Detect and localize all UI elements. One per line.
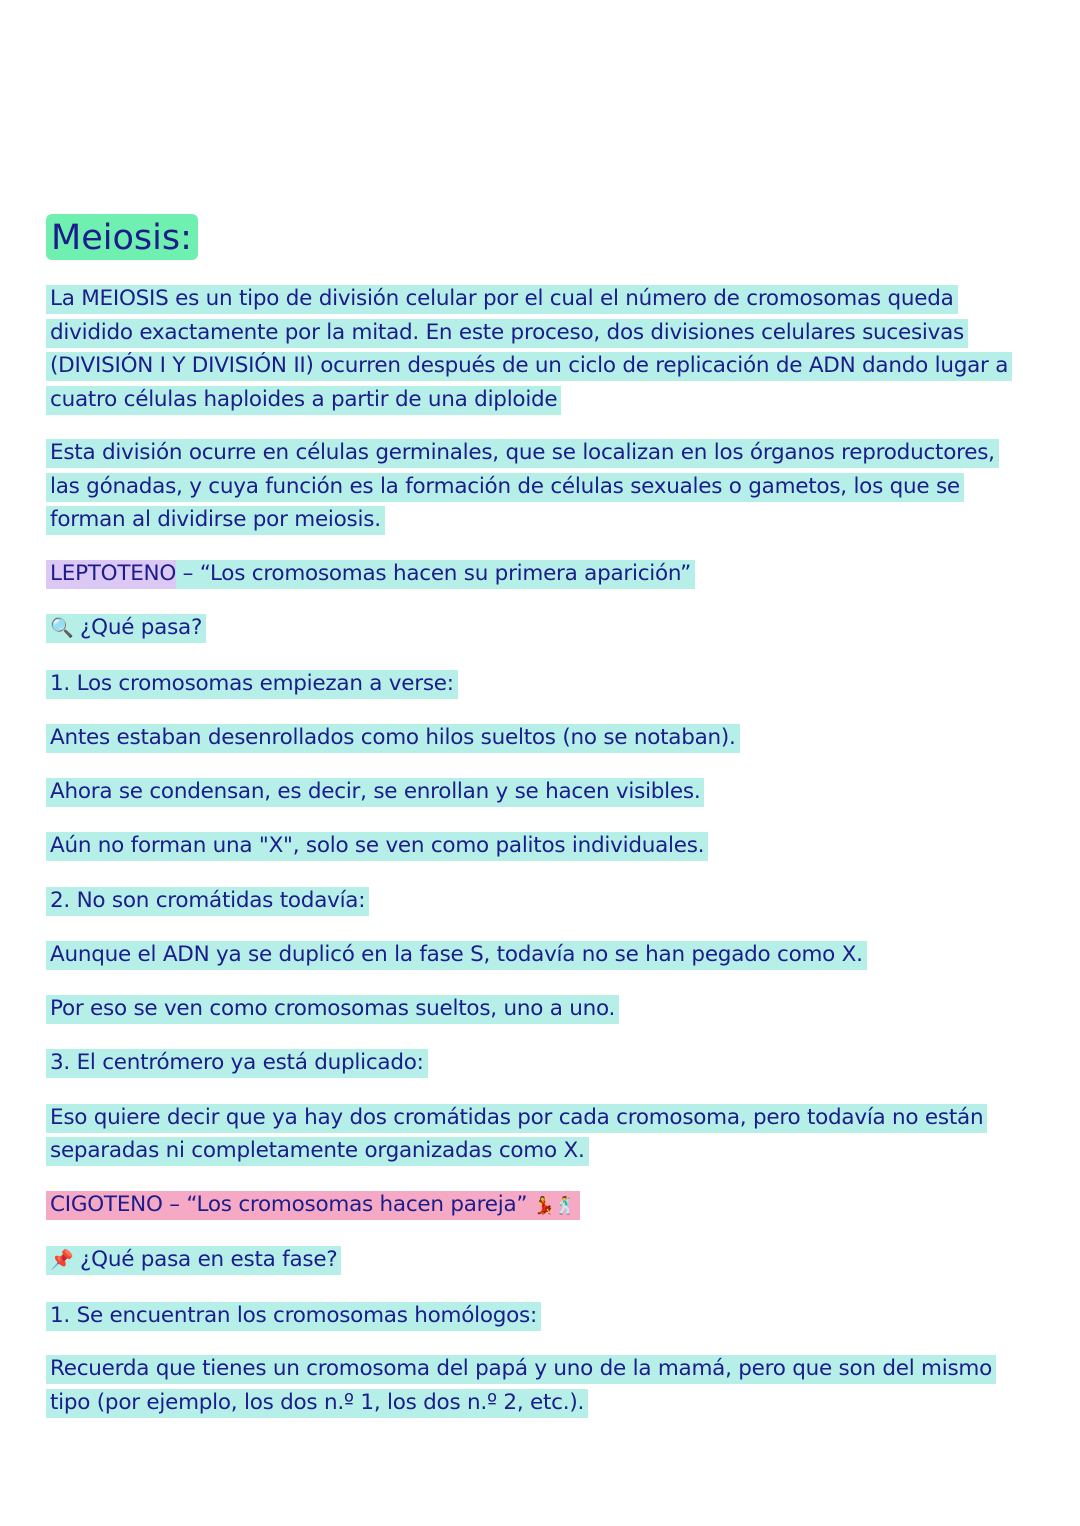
cigoteno-point-1a-text: Recuerda que tienes un cromosoma del papá y uno de la mamá, pero que son del mismo tipo (por ejemplo, los dos n.º 1, los dos n.º 2, etc.). [46, 1355, 996, 1418]
leptoteno-point-3a-text: Eso quiere decir que ya hay dos cromátidas por cada cromosoma, pero todavía no están separadas ni completamente organizadas como X. [46, 1104, 987, 1167]
cigoteno-question-text: ¿Qué pasa en esta fase? [80, 1247, 338, 1272]
cigoteno-point-1a [46, 1352, 1026, 1419]
leptoteno-heading [46, 557, 1026, 591]
leptoteno-point-3-text: 3. El centrómero ya está duplicado: [46, 1049, 428, 1078]
cigoteno-question [46, 1243, 1026, 1278]
leptoteno-point-2a-text: Aunque el ADN ya se duplicó en la fase S, todavía no se han pegado como X. [46, 941, 867, 970]
leptoteno-point-3a [46, 1101, 1026, 1168]
cigoteno-heading-highlight [46, 1191, 580, 1220]
leptoteno-point-1c [46, 829, 1026, 863]
cigoteno-heading-text: CIGOTENO – “Los cromosomas hacen pareja” [50, 1191, 528, 1217]
leptoteno-point-1a [46, 721, 1026, 755]
intro-paragraph-1 [46, 282, 1026, 416]
leptoteno-point-1 [46, 667, 1026, 701]
cigoteno-heading [46, 1188, 1026, 1224]
dancing-man-icon: 🕺 [554, 1195, 576, 1216]
leptoteno-point-1c-text: Aún no forman una "X", solo se ven como palitos individuales. [46, 832, 708, 861]
leptoteno-label: LEPTOTENO [46, 560, 176, 589]
cigoteno-point-1-text: 1. Se encuentran los cromosomas homólogos: [46, 1302, 541, 1331]
leptoteno-point-3 [46, 1046, 1026, 1080]
leptoteno-point-2-text: 2. No son cromátidas todavía: [46, 887, 369, 916]
leptoteno-question [46, 611, 1026, 646]
title-block [46, 214, 1026, 260]
document-page [46, 214, 1026, 1419]
cigoteno-point-1 [46, 1299, 1026, 1333]
intro-paragraph-2 [46, 436, 1026, 537]
intro-paragraph-1-text: La MEIOSIS es un tipo de división celular por el cual el número de cromosomas queda dividido exactamente por la mitad. En este proceso, dos divisiones celulares sucesivas (DIVISIÓN I Y DIVISIÓN II) ocurren después de un ciclo de replicación de ADN dando lugar a cuatro células haploides a partir de una diploide [46, 285, 1012, 415]
leptoteno-point-2 [46, 884, 1026, 918]
leptoteno-point-2b-text: Por eso se ven como cromosomas sueltos, uno a uno. [46, 995, 619, 1024]
leptoteno-question-text: ¿Qué pasa? [80, 615, 203, 640]
leptoteno-point-2b [46, 992, 1026, 1026]
leptoteno-subtitle: – “Los cromosomas hacen su primera aparición” [176, 560, 695, 589]
leptoteno-point-1a-text: Antes estaban desenrollados como hilos sueltos (no se notaban). [46, 724, 740, 753]
intro-paragraph-2-text: Esta división ocurre en células germinales, que se localizan en los órganos reproductores, las gónadas, y cuya función es la formación de células sexuales o gametos, los que se forman al dividirse por meiosis. [46, 439, 999, 535]
dancing-woman-icon: 💃 [533, 1195, 555, 1216]
page-title: Meiosis: [46, 214, 198, 260]
leptoteno-point-1-text: 1. Los cromosomas empiezan a verse: [46, 670, 458, 699]
leptoteno-point-1b-text: Ahora se condensan, es decir, se enrollan y se hacen visibles. [46, 778, 704, 807]
leptoteno-point-2a [46, 938, 1026, 972]
cigoteno-question-highlight [46, 1246, 341, 1275]
magnifier-icon: 🔍 [50, 617, 74, 639]
pushpin-icon: 📌 [50, 1249, 74, 1271]
leptoteno-point-1b [46, 775, 1026, 809]
leptoteno-question-highlight [46, 614, 206, 643]
